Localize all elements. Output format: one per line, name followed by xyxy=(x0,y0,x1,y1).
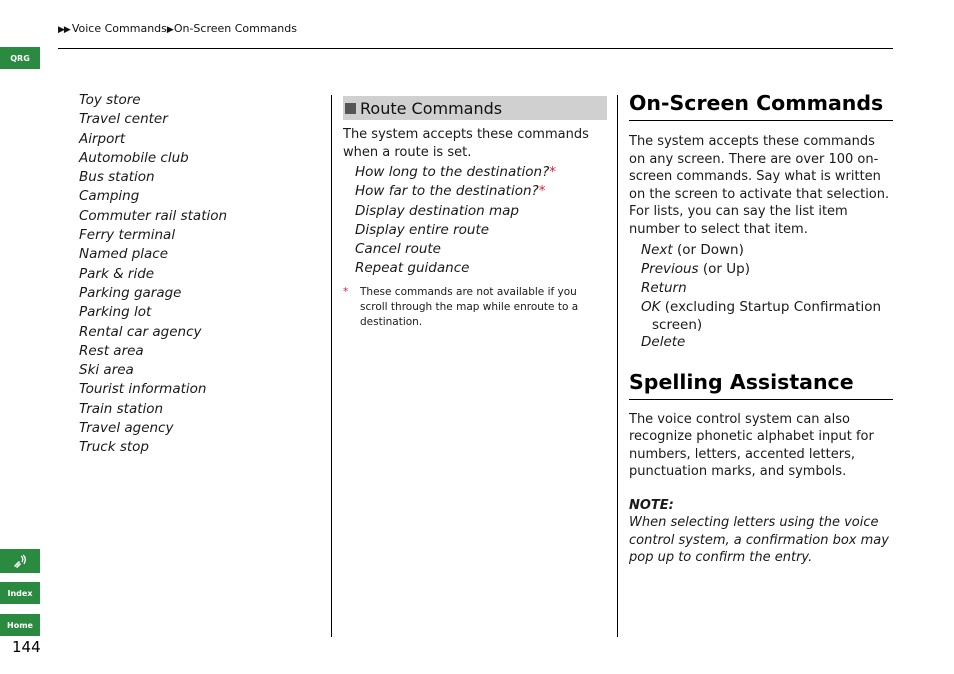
list-item: Tourist information xyxy=(79,381,207,398)
onscreen-command-item xyxy=(629,333,893,352)
footnote xyxy=(343,285,607,330)
route-commands-list xyxy=(343,163,607,279)
onscreen-command-item xyxy=(629,260,893,279)
list-item: Airport xyxy=(79,130,126,147)
place-category-list xyxy=(79,91,227,458)
list-item: Named place xyxy=(79,246,169,263)
onscreen-command-item xyxy=(629,241,893,260)
list-item: Commuter rail station xyxy=(79,207,228,224)
route-command-text: Display destination map xyxy=(355,202,519,219)
list-item: Rental car agency xyxy=(79,323,202,340)
command-note-continued: screen) xyxy=(652,317,703,334)
breadcrumb-voice-commands[interactable]: Voice Commands xyxy=(71,22,167,35)
command-name: Return xyxy=(641,279,687,296)
voice-command-icon xyxy=(12,553,28,569)
route-commands-title: Route Commands xyxy=(360,98,503,118)
note-label: NOTE: xyxy=(629,497,674,513)
list-item: Parking garage xyxy=(79,284,182,301)
qrg-tab[interactable]: QRG xyxy=(0,47,40,69)
route-command-item xyxy=(355,259,607,278)
index-tab[interactable]: Index xyxy=(0,582,40,604)
route-command-text: Cancel route xyxy=(355,241,441,258)
note-text: When selecting letters using the voice control system, a confirmation box may pop up to confirm the entry. xyxy=(629,514,889,566)
onscreen-command-item xyxy=(629,279,893,298)
route-command-item xyxy=(355,182,607,201)
list-item: Toy store xyxy=(79,92,141,108)
route-command-text: Repeat guidance xyxy=(355,260,470,277)
list-item: Park & ride xyxy=(79,265,155,282)
asterisk-mark: * xyxy=(538,183,546,200)
onscreen-command-item xyxy=(629,298,893,333)
route-command-item xyxy=(355,163,607,182)
asterisk-mark: * xyxy=(549,164,557,180)
route-command-item xyxy=(355,240,607,259)
footnote-mark: * xyxy=(343,285,349,298)
home-tab[interactable]: Home xyxy=(0,614,40,636)
list-item: Travel center xyxy=(79,111,168,128)
route-commands-heading xyxy=(343,96,607,120)
top-divider xyxy=(58,48,893,49)
list-item: Rest area xyxy=(79,342,144,359)
onscreen-commands-heading: On-Screen Commands xyxy=(629,90,893,121)
breadcrumb-onscreen-commands: On-Screen Commands xyxy=(173,22,297,35)
spelling-assistance-body: The voice control system can also recognize phonetic alphabet input for numbers, letters, accented letters, punctuation marks, and symbols. xyxy=(629,411,874,480)
onscreen-commands-body: The system accepts these commands on any screen. There are over 100 on-screen commands. Say what is written on the screen to activate that selection. For lists, you can say the list item number to select that item. xyxy=(629,134,890,237)
command-name: Previous xyxy=(641,260,699,277)
list-item: Ski area xyxy=(79,362,134,379)
breadcrumb-arrows: ▶▶ xyxy=(58,25,70,35)
column-divider-2 xyxy=(617,95,618,637)
list-item: Ferry terminal xyxy=(79,227,176,244)
command-name: OK xyxy=(641,299,661,316)
route-command-text: How long to the destination? xyxy=(355,164,550,180)
right-column xyxy=(629,90,893,567)
spelling-assistance-heading: Spelling Assistance xyxy=(629,369,893,400)
list-item: Train station xyxy=(79,400,164,417)
voice-tab[interactable] xyxy=(0,549,40,573)
breadcrumb-separator: ▶ xyxy=(166,25,174,35)
command-name: Next xyxy=(641,241,673,258)
footnote-text: These commands are not available if you scroll through the map while enroute to a destination. xyxy=(360,285,579,328)
column-divider-1 xyxy=(331,95,332,637)
list-item: Automobile club xyxy=(79,149,189,166)
breadcrumb xyxy=(58,22,297,35)
list-item: Truck stop xyxy=(79,439,149,456)
command-note: (or Up) xyxy=(698,260,750,277)
route-commands-intro: The system accepts these commands when a route is set. xyxy=(343,127,589,160)
list-item: Parking lot xyxy=(79,304,152,321)
list-item: Travel agency xyxy=(79,420,174,437)
command-note: (excluding Startup Confirmation xyxy=(660,299,882,316)
page-number: 144 xyxy=(12,638,41,656)
route-commands-section xyxy=(343,96,607,330)
route-command-item xyxy=(355,202,607,221)
list-item: Camping xyxy=(79,188,140,205)
route-command-item xyxy=(355,221,607,240)
square-bullet-icon xyxy=(345,103,356,114)
command-name: Delete xyxy=(641,334,686,351)
route-command-text: How far to the destination? xyxy=(355,183,539,200)
command-note: (or Down) xyxy=(672,241,744,258)
list-item: Bus station xyxy=(79,169,155,186)
route-command-text: Display entire route xyxy=(355,221,490,238)
